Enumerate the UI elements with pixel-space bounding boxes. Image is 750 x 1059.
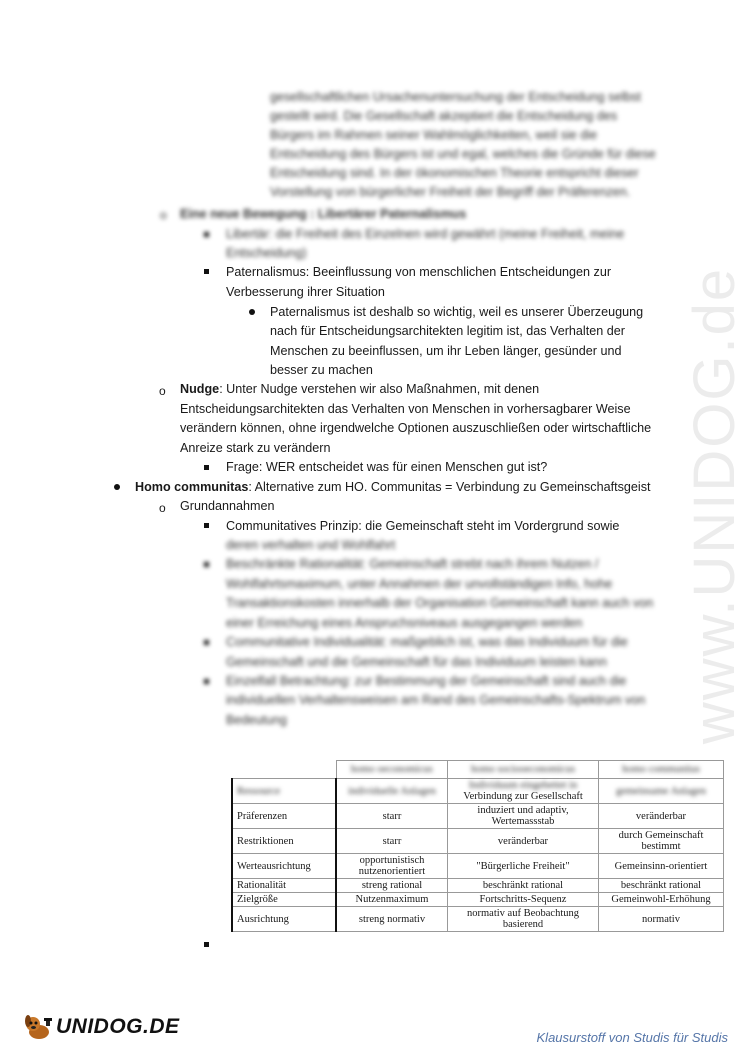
table-cell — [448, 879, 599, 893]
square-bullet-icon — [204, 640, 209, 645]
table-row-label: Ressource — [232, 779, 336, 804]
libertaer-line: Entscheidung) — [226, 246, 307, 260]
table-row-label: Ausrichtung — [232, 907, 336, 932]
nudge-term: Nudge — [180, 382, 220, 396]
paternalismus-line: Verbesserung ihrer Situation — [226, 285, 385, 299]
square-bullet-icon — [204, 679, 209, 684]
square-bullet-icon — [204, 523, 209, 528]
nudge-line: verändern können, ohne irgendwelche Optionen auszuschließen oder wirtschaftliche — [180, 421, 652, 435]
table-cell-line: induziert und adaptiv, — [477, 805, 569, 816]
table-cell-line: streng rational — [361, 880, 423, 891]
intro-line: Bürgers im Rahmen seiner Wahlmöglichkeiten, weil sie die — [270, 128, 598, 142]
table-cell-line: veränderbar — [497, 835, 549, 847]
bullet-dot-icon — [249, 309, 255, 315]
homo-communitas-definition: : Alternative zum HO. Communitas = Verbindung zu Gemeinschaftsgeist — [248, 480, 651, 494]
table-cell-line: streng normativ — [358, 913, 426, 925]
table-cell — [448, 804, 599, 829]
paternalismus-reason-line: nach für Entscheidungsarchitekten legitim ist, das Verhalten der — [270, 324, 625, 338]
table-row-label: Werteausrichtung — [232, 854, 336, 879]
table-cell-line: bestimmt — [641, 841, 681, 852]
table-cell — [336, 779, 448, 804]
assumption-line: deren verhalten und Wohlfahrt — [226, 538, 396, 552]
table-cell-line: beschränkt rational — [620, 880, 702, 891]
table-cell — [448, 893, 599, 907]
table-cell-line: individuelle Anlagen — [348, 785, 436, 797]
table-cell — [336, 829, 448, 854]
libertaer-line: Libertär: die Freiheit des Einzelnen wird gewährt (meine Freiheit, meine — [226, 227, 625, 241]
paternalismus-line: Paternalismus: Beeinflussung von menschlichen Entscheidungen zur — [226, 265, 612, 279]
table-cell — [599, 879, 724, 893]
nudge-line — [180, 380, 539, 400]
table-cell — [448, 907, 599, 932]
grundannahmen-heading: Grundannahmen — [180, 499, 275, 513]
table-row-label: Zielgröße — [232, 893, 336, 907]
logo-text: UNIDOG.DE — [56, 1015, 180, 1038]
assumption-line: Communitative Individualität: maßgeblich ist, was das Individuum für die — [226, 635, 628, 649]
intro-line: gestellt wird. Die Gesellschaft akzeptiert die Entscheidung des — [270, 109, 618, 123]
comparison-table — [231, 760, 724, 932]
footer-tagline: Klausurstoff von Studis für Studis — [536, 1030, 728, 1045]
assumption-line: Communitatives Prinzip: die Gemeinschaft steht im Vordergrund sowie — [226, 519, 620, 533]
table-cell-line: normativ — [642, 913, 680, 925]
table-cell-line: "Bürgerliche Freiheit" — [476, 860, 570, 872]
paternalismus-reason-line: Paternalismus ist deshalb so wichtig, weil es unserer Überzeugung — [270, 305, 644, 319]
circle-bullet-icon: o — [159, 501, 166, 515]
table-cell — [336, 854, 448, 879]
table-cell-line: veränderbar — [635, 810, 687, 822]
table-cell — [599, 779, 724, 804]
table-cell — [599, 907, 724, 932]
table-row — [232, 907, 724, 932]
nudge-definition: : Unter Nudge verstehen wir also Maßnahmen, mit denen — [219, 382, 540, 396]
square-bullet-icon — [204, 465, 209, 470]
table-cell-line: opportunistisch — [359, 855, 425, 866]
table-cell — [448, 854, 599, 879]
table-header-cell: homo sociooeconomicus — [448, 761, 599, 779]
table-cell — [336, 804, 448, 829]
table-row-label: Rationalität — [232, 879, 336, 893]
table-cell-line: gemeinsame Anlagen — [615, 785, 707, 797]
nudge-line: Entscheidungsarchitekten das Verhalten von Menschen in vorhersagbarer Weise — [180, 402, 631, 416]
table-cell — [599, 893, 724, 907]
assumption-line: individuellen Verhaltensweisen am Rand des Gemeinschafts-Spektrum von — [226, 693, 646, 707]
table-header-cell — [232, 761, 336, 779]
table-cell — [599, 829, 724, 854]
table-cell-line: starr — [382, 810, 402, 822]
frage-line: Frage: WER entscheidet was für einen Menschen gut ist? — [226, 460, 548, 474]
square-bullet-icon — [204, 269, 209, 274]
square-bullet-icon — [204, 232, 209, 237]
paternalismus-reason-line: besser zu machen — [270, 363, 373, 377]
square-bullet-icon — [204, 942, 209, 947]
new-movement-heading: Eine neue Bewegung : Libertärer Paternalismus — [180, 207, 467, 221]
table-cell-line: normativ auf Beobachtung — [467, 908, 579, 919]
paternalismus-reason-line: Menschen zu beeinflussen, um ihr Leben länger, gesünder und — [270, 344, 622, 358]
table-cell-line: nutzenorientiert — [358, 866, 426, 877]
intro-line: Entscheidung sind. In der ökonomischen Theorie entspricht dieser — [270, 166, 639, 180]
table-row — [232, 829, 724, 854]
table-cell-line: Verbindung zur Gesellschaft — [463, 791, 583, 802]
watermark-text: www.UNIDOG.de — [682, 266, 748, 744]
table-cell-line: starr — [382, 835, 402, 847]
table-cell — [448, 779, 599, 804]
homo-communitas-line — [135, 478, 651, 498]
table-cell — [599, 854, 724, 879]
assumption-line: Transaktionskosten innerhalb der Organisation Gemeinschaft kann auch von — [226, 596, 654, 610]
assumption-line: Wohlfahrtsmaximum, unter Annahmen der unvollständigen Info, hohe — [226, 577, 613, 591]
table-cell-line: Individuum eingebettet in — [468, 780, 578, 791]
square-bullet-icon — [204, 562, 209, 567]
table-cell-line: Fortschritts-Sequenz — [479, 894, 567, 905]
table-cell — [336, 879, 448, 893]
table-cell-line: Wertemassstab — [491, 816, 555, 827]
table-cell — [599, 804, 724, 829]
table-row-label: Restriktionen — [232, 829, 336, 854]
table-row — [232, 804, 724, 829]
table-row — [232, 893, 724, 907]
table-cell-line: durch Gemeinschaft — [618, 830, 704, 841]
table-row — [232, 879, 724, 893]
table-cell-line: Gemeinwohl-Erhöhung — [611, 894, 711, 905]
table-cell — [336, 907, 448, 932]
assumption-line: Gemeinschaft und die Gemeinschaft für das Individuum leisten kann — [226, 655, 607, 669]
intro-line: Vorstellung von bürgerlicher Freiheit der Begriff der Präferenzen. — [270, 185, 631, 199]
table-row-label: Präferenzen — [232, 804, 336, 829]
homo-communitas-term: Homo communitas — [135, 480, 249, 494]
table-cell — [448, 829, 599, 854]
assumption-line: Bedeutung — [226, 713, 287, 727]
assumption-line: Einzelfall Betrachtung: zur Bestimmung der Gemeinschaft sind auch die — [226, 674, 627, 688]
assumption-line: Beschränkte Rationalität: Gemeinschaft strebt nach ihrem Nutzen / — [226, 557, 599, 571]
table-header-row — [232, 761, 724, 779]
table-cell-line: beschränkt rational — [482, 880, 564, 891]
nudge-line: Anreize stark zu verändern — [180, 441, 331, 455]
unidog-logo — [22, 1012, 180, 1042]
assumption-line: einer Erreichung eines Anspruchsniveaus ausgegangen werden — [226, 616, 583, 630]
intro-line: Entscheidung des Bürgers ist und egal, welches die Gründe für diese — [270, 147, 656, 161]
table-row — [232, 779, 724, 804]
circle-bullet-icon: o — [160, 208, 167, 222]
circle-bullet-icon: o — [159, 384, 166, 398]
table-cell — [336, 893, 448, 907]
table-header-cell: homo communitas — [599, 761, 724, 779]
dog-mascot-icon — [22, 1012, 54, 1042]
bullet-dot-icon — [114, 484, 120, 490]
table-cell-line: Gemeinsinn-orientiert — [614, 860, 708, 872]
table-row — [232, 854, 724, 879]
table-cell-line: basierend — [502, 919, 544, 930]
table-header-cell: homo oeconomicus — [336, 761, 448, 779]
intro-line: gesellschaftlichen Ursachenuntersuchung der Entscheidung selbst — [270, 90, 642, 104]
table-cell-line: Nutzenmaximum — [355, 894, 429, 905]
watermark — [640, 266, 750, 744]
